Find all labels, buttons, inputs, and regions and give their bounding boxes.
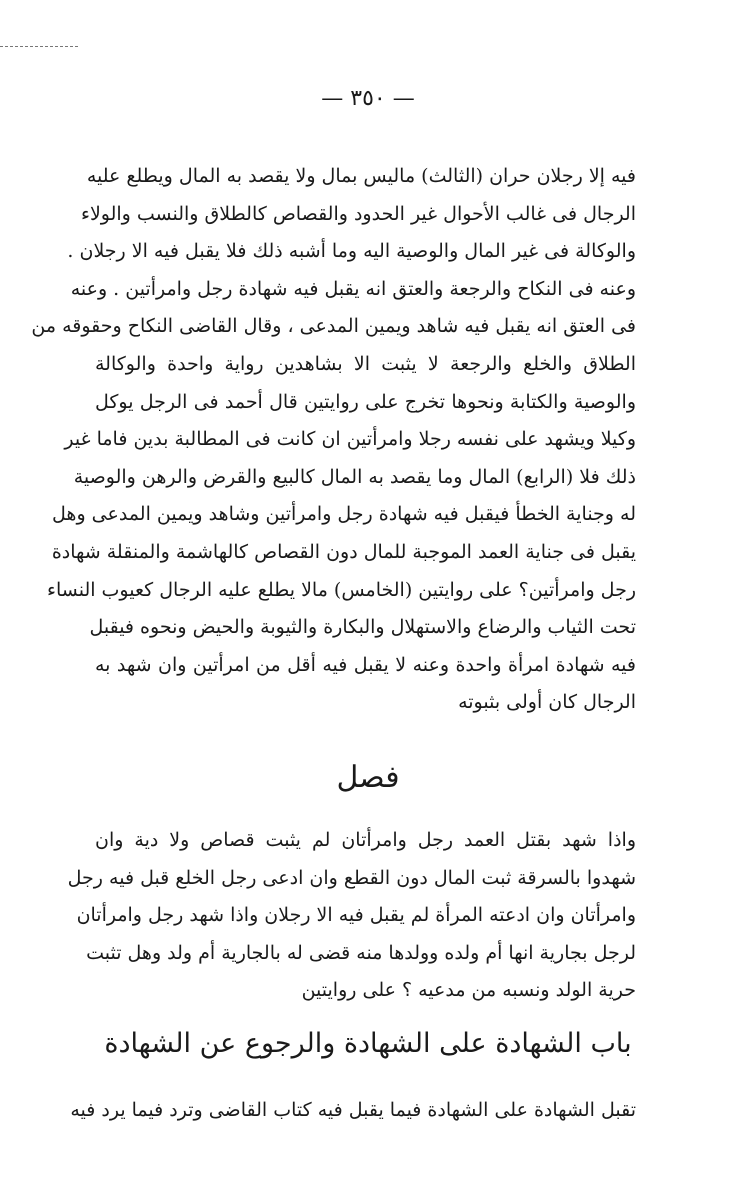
text-line: وعنه فى النكاح والرجعة والعتق انه يقبل فيه شهادة رجل وامرأتين . وعنه (70, 277, 636, 300)
text-line: وامرأتان وان ادعته المرأة لم يقبل فيه الا رجلان واذا شهد رجل وامرأتان (76, 904, 636, 927)
text-line: تقبل الشهادة على الشهادة فيما يقبل فيه كتاب القاضى وترد فيما يرد فيه (70, 1099, 636, 1121)
text-line: فى العتق انه يقبل فيه شاهد ويمين المدعى ، وقال القاضى النكاح وحقوقه من (31, 315, 636, 338)
section-heading: فصل (336, 760, 400, 795)
text-line: يقبل فى جناية العمد الموجبة للمال دون القصاص كالهاشمة والمنقلة شهادة (51, 540, 636, 563)
text-line: والوكالة فى غير المال والوصية اليه وما أشبه ذلك فلا يقبل فيه الا رجلان . (67, 240, 636, 263)
text-line: الطلاق والخلع والرجعة لا يثبت الا بشاهدين رواية واحدة والوكالة (95, 352, 636, 375)
text-line: الرجال فى غالب الأحوال غير الحدود والقصاص كالطلاق والنسب والولاء (81, 202, 636, 225)
paragraph-testimony-categories (31, 158, 636, 722)
paragraph-section-rulings (67, 822, 636, 1010)
text-line: لرجل بجارية انها أم ولده وولدها منه قضى له بالجارية أم ولد وهل تثبت (86, 941, 636, 964)
text-line: وكيلا ويشهد على نفسه رجلا وامرأتين ان كانت فى المطالبة بدين فاما غير (64, 428, 636, 451)
text-line: الرجال كان أولى بثبوته (458, 691, 636, 714)
text-line: حرية الولد ونسبه من مدعيه ؟ على روايتين (301, 979, 636, 1002)
text-line: واذا شهد بقتل العمد رجل وامرأتان لم يثبت قصاص ولا دية وان (95, 829, 636, 851)
text-line: شهدوا بالسرقة ثبت المال دون القطع وان ادعى رجل الخلع قبل فيه رجل (67, 866, 636, 889)
chapter-heading: باب الشهادة على الشهادة والرجوع عن الشهادة (104, 1028, 632, 1059)
text-line: والوصية والكتابة ونحوها تخرج على روايتين قال أحمد فى الرجل يوكل (95, 390, 636, 413)
text-line: تحت الثياب والرضاع والاستهلال والبكارة والثيوبة والحيض ونحوه فيقبل (89, 616, 636, 639)
text-line: فيه شهادة امرأة واحدة وعنه لا يقبل فيه أقل من امرأتين وان شهد به (95, 653, 636, 676)
text-line: رجل وامرأتين؟ على روايتين (الخامس) مالا يطلع عليه الرجال كعيوب النساء (47, 578, 636, 601)
page-number: — ٣٥٠ — (321, 86, 415, 111)
text-line: فيه إلا رجلان حران (الثالث) ماليس بمال ولا يقصد به المال ويطلع عليه (86, 165, 636, 187)
text-line: ذلك فلا (الرابع) المال وما يقصد به المال كالبيع والقرض والرهن والوصية (73, 465, 636, 488)
scan-edge-mark (0, 46, 78, 47)
text-line: له وجناية الخطأ فيقبل فيه شهادة رجل وامرأتين وشاهد ويمين المدعى وهل (52, 503, 636, 526)
